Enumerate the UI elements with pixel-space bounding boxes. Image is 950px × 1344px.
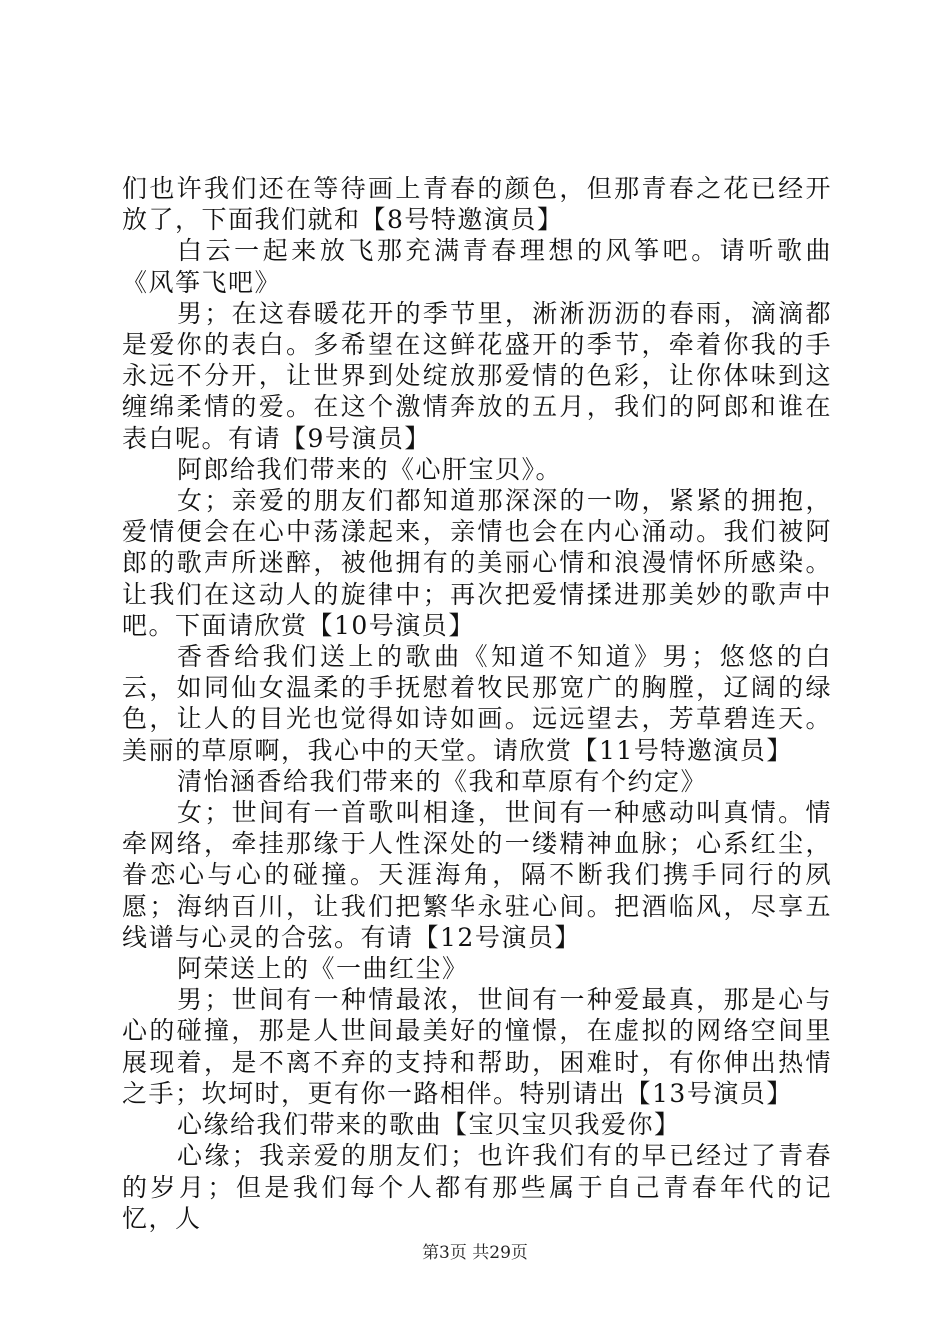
paragraph-4: 阿郎给我们带来的《心肝宝贝》。 [177,454,563,484]
paragraph-9: 阿荣送上的《一曲红尘》 [177,954,469,984]
paragraph-5: 女；亲爱的朋友们都知道那深深的一吻，紧紧的拥抱，爱情便会在心中荡漾起来，亲情也会在内心涌动。我们被阿郎的歌声所迷醉，被他拥有的美丽心情和浪漫情怀所感染。让我们在这动人的旋律中；再次把爱情揉进那美妙的歌声中吧。下面请欣赏【10号演员】 [122,486,832,640]
paragraph-1: 们也许我们还在等待画上青春的颜色，但那青春之花已经开放了，下面我们就和【8号特邀演员】 [122,174,832,235]
paragraph-7: 清怡涵香给我们带来的《我和草原有个约定》 [177,766,708,796]
paragraph-3: 男；在这春暖花开的季节里，淅淅沥沥的春雨，滴滴都是爱你的表白。多希望在这鲜花盛开的季节，牵着你我的手永远不分开，让世界到处绽放那爱情的色彩，让你体味到这缠绵柔情的爱。在这个激情奔放的五月，我们的阿郎和谁在表白呢。有请【9号演员】 [122,298,832,453]
paragraph-10: 男；世间有一种情最浓，世间有一种爱最真，那是心与心的碰撞，那是人世间最美好的憧憬，在虚拟的网络空间里展现着，是不离不弃的支持和帮助，困难时，有你伸出热情之手；坎坷时，更有你一路相伴。特别请出【13号演员】 [122,985,832,1108]
paragraph-11: 心缘给我们带来的歌曲【宝贝宝贝我爱你】 [177,1110,681,1140]
paragraph-2: 白云一起来放飞那充满青春理想的风筝吧。请听歌曲《风筝飞吧》 [122,236,832,297]
paragraph-6: 香香给我们送上的歌曲《知道不知道》男；悠悠的白云，如同仙女温柔的手抚慰着牧民那宽广的胸膛，辽阔的绿色，让人的目光也觉得如诗如画。远远望去，芳草碧连天。美丽的草原啊，我心中的天堂。请欣赏【11号特邀演员】 [122,642,832,765]
paragraph-12: 心缘；我亲爱的朋友们；也许我们有的早已经过了青春的岁月；但是我们每个人都有那些属于自己青春年代的记忆，人 [122,1141,832,1233]
paragraph-8: 女；世间有一首歌叫相逢，世间有一种感动叫真情。情牵网络，牵挂那缘于人性深处的一缕精神血脉；心系红尘，眷恋心与心的碰撞。天涯海角，隔不断我们携手同行的夙愿；海纳百川，让我们把繁华永驻心间。把酒临风，尽享五线谱与心灵的合弦。有请【12号演员】 [122,798,832,952]
page-number-footer: 第3页 共29页 [422,1243,528,1263]
document-body [122,173,832,1234]
